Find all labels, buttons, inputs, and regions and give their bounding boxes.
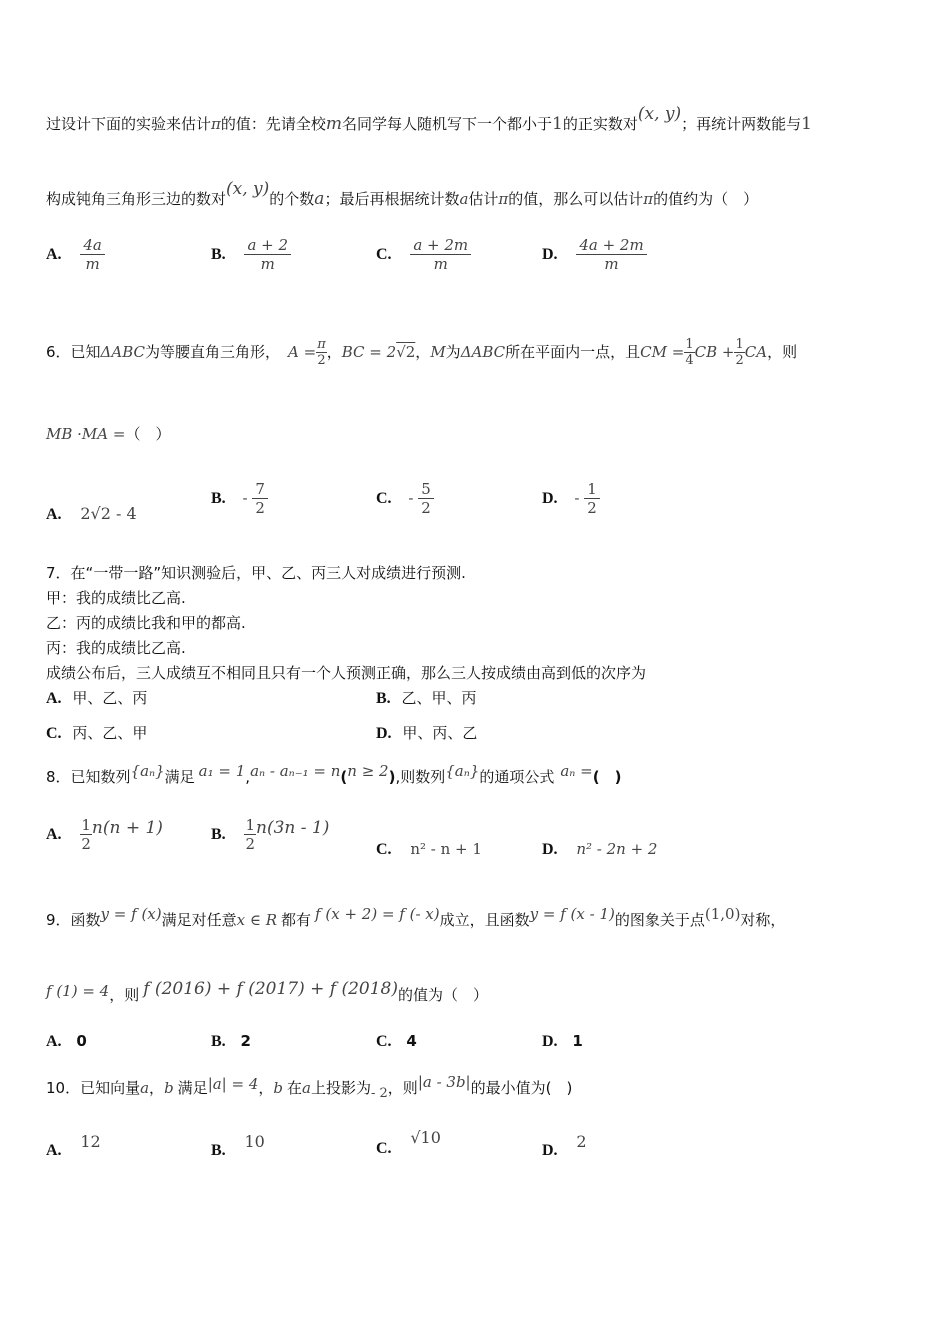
fraction: $\frac{1}{2}$	[245, 816, 255, 853]
q6-option-c[interactable]: C. - $\frac{5}{2}$	[376, 480, 434, 517]
q6-expression: MB ·MA =（ ）	[46, 425, 171, 443]
q5-option-a[interactable]: A. $\frac{4a}{m}$	[46, 236, 105, 273]
q10-option-d[interactable]: D. 2	[542, 1132, 587, 1159]
q10-option-b[interactable]: B. 10	[211, 1132, 265, 1159]
q10-option-c[interactable]: C. √10	[376, 1128, 441, 1157]
q7-option-b[interactable]: B. 乙、甲、丙	[376, 689, 477, 707]
fraction: $\frac{4a + 2m}{m}$	[576, 236, 646, 273]
fraction: $\frac{1}{2}$	[735, 337, 744, 368]
fraction: $\frac{1}{4}$	[685, 337, 694, 368]
q5-option-d[interactable]: D. $\frac{4a + 2m}{m}$	[542, 236, 647, 273]
q6-option-d[interactable]: D. - $\frac{1}{2}$	[542, 480, 600, 517]
fraction: $\frac{5}{2}$	[418, 480, 434, 517]
q8-option-c[interactable]: C. n² - n + 1	[376, 840, 482, 858]
q8-stem: 8．已知数列{aₙ}满足 a₁ = 1,aₙ - aₙ₋₁ = n(n ≥ 2),则数列{aₙ}的通项公式 aₙ =( )	[46, 762, 622, 786]
q9-stem-2: f (1) = 4，则 f (2016) + f (2017) + f (2018)的值为（ ）	[46, 979, 489, 1004]
q9-option-b[interactable]: B. 2	[211, 1032, 251, 1050]
fraction: $\frac{4a}{m}$	[80, 236, 105, 273]
q7-jia: 甲：我的成绩比乙高.	[46, 589, 186, 607]
q9-option-d[interactable]: D. 1	[542, 1032, 583, 1050]
fraction: $\frac{a + 2m}{m}$	[410, 236, 471, 273]
q6-stem: 6．已知ΔABC为等腰直角三角形， A = $\frac{\pi}{2}$ ，BC = 2√2，M为ΔABC所在平面内一点，且CM = $\frac{1}{4}$ CB + $\frac{1}{2}$ CA，则	[46, 337, 798, 368]
fraction: $\frac{a + 2}{m}$	[244, 236, 291, 273]
q5-line-1: 过设计下面的实验来估计π的值：先请全校m名同学每人随机写下一个都小于1的正实数对(x, y)；再统计两数能与1	[46, 104, 812, 134]
q5-option-b[interactable]: B. $\frac{a + 2}{m}$	[211, 236, 291, 273]
fraction: $\frac{\pi}{2}$	[317, 337, 326, 368]
q10-option-a[interactable]: A. 12	[46, 1132, 101, 1159]
q9-stem-1: 9．函数y = f (x)满足对任意x ∈ R 都有 f (x + 2) = f (- x)成立，且函数y = f (x - 1)的图象关于点(1,0)对称，	[46, 905, 786, 929]
q7-bing: 丙：我的成绩比乙高.	[46, 639, 186, 657]
q7-option-d[interactable]: D. 甲、丙、乙	[376, 724, 478, 742]
fraction: $\frac{1}{2}$	[81, 816, 91, 853]
q6-option-b[interactable]: B. - $\frac{7}{2}$	[211, 480, 268, 517]
q6-option-a[interactable]: A. 2√2 - 4	[46, 504, 137, 523]
fraction: $\frac{7}{2}$	[252, 480, 268, 517]
q7-result: 成绩公布后，三人成绩互不相同且只有一个人预测正确，那么三人按成绩由高到低的次序为	[46, 664, 647, 682]
q10-stem: 10．已知向量a，b 满足|a| = 4，b 在a上投影为- 2，则|a - 3b|的最小值为( )	[46, 1073, 573, 1101]
q7-option-a[interactable]: A. 甲、乙、丙	[46, 689, 148, 707]
q8-option-a[interactable]: A. $\frac{1}{2}$ n(n + 1)	[46, 816, 163, 853]
sqrt: √2	[396, 343, 416, 361]
fraction: $\frac{1}{2}$	[584, 480, 600, 517]
q9-option-c[interactable]: C. 4	[376, 1032, 417, 1050]
q7-option-c[interactable]: C. 丙、乙、甲	[46, 724, 148, 742]
q8-option-d[interactable]: D. n² - 2n + 2	[542, 840, 658, 858]
q7-yi: 乙：丙的成绩比我和甲的都高.	[46, 614, 246, 632]
q5-line-2: 构成钝角三角形三边的数对(x, y)的个数a；最后再根据统计数a估计π的值，那么可以估计π的值约为（ ）	[46, 179, 759, 209]
q7-stem: 7．在“一带一路”知识测验后，甲、乙、丙三人对成绩进行预测.	[46, 564, 466, 582]
q9-option-a[interactable]: A. 0	[46, 1032, 87, 1050]
q5-option-c[interactable]: C. $\frac{a + 2m}{m}$	[376, 236, 471, 273]
q8-option-b[interactable]: B. $\frac{1}{2}$ n(3n - 1)	[211, 816, 330, 853]
